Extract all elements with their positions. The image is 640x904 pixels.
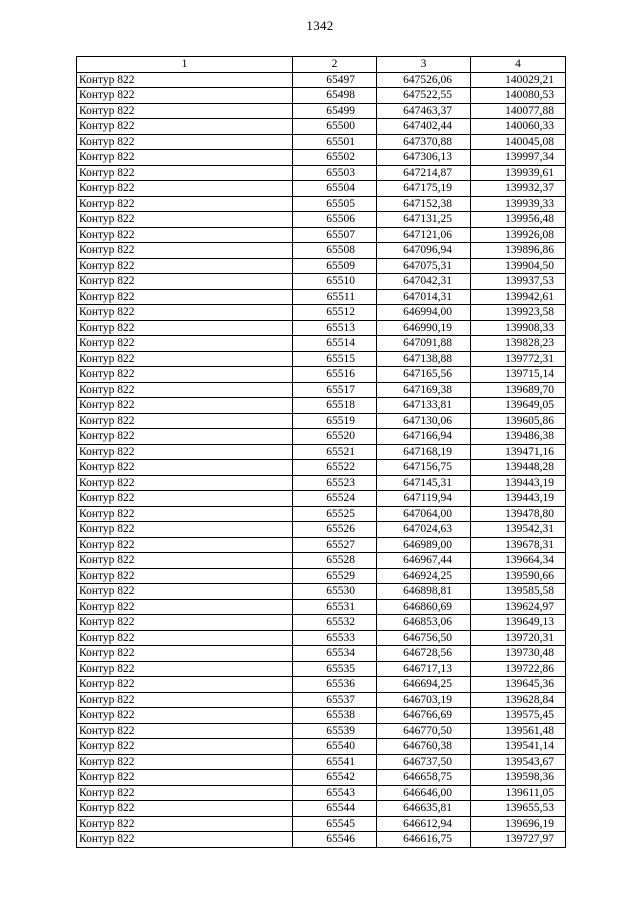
coordinate-y-cell: 139923,58	[471, 305, 566, 321]
contour-name-cell: Контур 822	[77, 832, 293, 848]
table-row	[77, 227, 566, 243]
table-row	[77, 785, 566, 801]
contour-name-cell: Контур 822	[77, 646, 293, 662]
point-number-cell: 65517	[293, 382, 377, 398]
point-number-cell: 65509	[293, 258, 377, 274]
contour-name-cell: Контур 822	[77, 165, 293, 181]
page-number: 1342	[306, 18, 334, 33]
point-number-cell: 65499	[293, 103, 377, 119]
coordinate-x-cell: 647145,31	[377, 475, 471, 491]
table-row	[77, 491, 566, 507]
coordinate-y-cell: 139727,97	[471, 832, 566, 848]
contour-name-cell: Контур 822	[77, 305, 293, 321]
table-row	[77, 289, 566, 305]
coordinate-y-cell: 139486,38	[471, 429, 566, 445]
point-number-cell: 65522	[293, 460, 377, 476]
coordinate-y-cell: 139722,86	[471, 661, 566, 677]
header-col-1: 1	[77, 57, 293, 73]
table-row	[77, 320, 566, 336]
table-row	[77, 181, 566, 197]
table-row	[77, 739, 566, 755]
point-number-cell: 65541	[293, 754, 377, 770]
point-number-cell: 65523	[293, 475, 377, 491]
coordinate-x-cell: 647075,31	[377, 258, 471, 274]
coordinate-y-cell: 139678,31	[471, 537, 566, 553]
contour-name-cell: Контур 822	[77, 661, 293, 677]
coordinate-x-cell: 647526,06	[377, 72, 471, 88]
coordinate-y-cell: 139904,50	[471, 258, 566, 274]
coordinate-x-cell: 646737,50	[377, 754, 471, 770]
coordinate-y-cell: 139932,37	[471, 181, 566, 197]
coordinate-x-cell: 647165,56	[377, 367, 471, 383]
contour-name-cell: Контур 822	[77, 677, 293, 693]
coordinate-y-cell: 139590,66	[471, 568, 566, 584]
coordinate-x-cell: 647175,19	[377, 181, 471, 197]
coordinate-x-cell: 647168,19	[377, 444, 471, 460]
table-row	[77, 336, 566, 352]
coordinate-x-cell: 646760,38	[377, 739, 471, 755]
table-row	[77, 134, 566, 150]
table-row	[77, 460, 566, 476]
header-row	[77, 57, 566, 73]
coordinate-x-cell: 646694,25	[377, 677, 471, 693]
contour-name-cell: Контур 822	[77, 460, 293, 476]
contour-name-cell: Контур 822	[77, 351, 293, 367]
point-number-cell: 65530	[293, 584, 377, 600]
coordinate-x-cell: 646646,00	[377, 785, 471, 801]
table-row	[77, 661, 566, 677]
point-number-cell: 65504	[293, 181, 377, 197]
coordinate-x-cell: 647119,94	[377, 491, 471, 507]
coordinate-x-cell: 646898,81	[377, 584, 471, 600]
coordinate-y-cell: 139561,48	[471, 723, 566, 739]
coordinate-x-cell: 647370,88	[377, 134, 471, 150]
coordinate-x-cell: 646853,06	[377, 615, 471, 631]
coordinate-x-cell: 647169,38	[377, 382, 471, 398]
coordinate-x-cell: 647064,00	[377, 506, 471, 522]
coordinate-x-cell: 647096,94	[377, 243, 471, 259]
coordinate-y-cell: 140077,88	[471, 103, 566, 119]
table-row	[77, 413, 566, 429]
point-number-cell: 65510	[293, 274, 377, 290]
coordinate-y-cell: 139443,19	[471, 491, 566, 507]
coordinate-x-cell: 647130,06	[377, 413, 471, 429]
coordinate-y-cell: 139997,34	[471, 150, 566, 166]
point-number-cell: 65507	[293, 227, 377, 243]
table-row	[77, 522, 566, 538]
point-number-cell: 65532	[293, 615, 377, 631]
coordinate-y-cell: 139585,58	[471, 584, 566, 600]
contour-name-cell: Контур 822	[77, 72, 293, 88]
coordinate-y-cell: 139605,86	[471, 413, 566, 429]
contour-name-cell: Контур 822	[77, 584, 293, 600]
coordinate-x-cell: 646728,56	[377, 646, 471, 662]
table-row	[77, 584, 566, 600]
table-row	[77, 72, 566, 88]
point-number-cell: 65515	[293, 351, 377, 367]
contour-name-cell: Контур 822	[77, 568, 293, 584]
coordinate-x-cell: 647306,13	[377, 150, 471, 166]
point-number-cell: 65528	[293, 553, 377, 569]
coordinate-x-cell: 646658,75	[377, 770, 471, 786]
table-row	[77, 506, 566, 522]
point-number-cell: 65531	[293, 599, 377, 615]
contour-name-cell: Контур 822	[77, 599, 293, 615]
table-row	[77, 367, 566, 383]
point-number-cell: 65538	[293, 708, 377, 724]
point-number-cell: 65533	[293, 630, 377, 646]
contour-name-cell: Контур 822	[77, 243, 293, 259]
coordinate-x-cell: 647402,44	[377, 119, 471, 135]
contour-name-cell: Контур 822	[77, 196, 293, 212]
point-number-cell: 65497	[293, 72, 377, 88]
coordinate-y-cell: 140045,08	[471, 134, 566, 150]
point-number-cell: 65535	[293, 661, 377, 677]
point-number-cell: 65518	[293, 398, 377, 414]
point-number-cell: 65534	[293, 646, 377, 662]
table-body	[77, 72, 566, 847]
point-number-cell: 65540	[293, 739, 377, 755]
table-row	[77, 801, 566, 817]
coordinate-x-cell: 647042,31	[377, 274, 471, 290]
coordinate-y-cell: 139478,80	[471, 506, 566, 522]
point-number-cell: 65521	[293, 444, 377, 460]
point-number-cell: 65519	[293, 413, 377, 429]
coordinate-x-cell: 646766,69	[377, 708, 471, 724]
table-row	[77, 150, 566, 166]
coordinate-x-cell: 647024,63	[377, 522, 471, 538]
contour-name-cell: Контур 822	[77, 816, 293, 832]
coordinate-y-cell: 139689,70	[471, 382, 566, 398]
table-row	[77, 274, 566, 290]
contour-name-cell: Контур 822	[77, 119, 293, 135]
point-number-cell: 65506	[293, 212, 377, 228]
table-row	[77, 630, 566, 646]
point-number-cell: 65536	[293, 677, 377, 693]
table-row	[77, 382, 566, 398]
coordinate-x-cell: 647133,81	[377, 398, 471, 414]
coordinate-x-cell: 647138,88	[377, 351, 471, 367]
header-col-4: 4	[471, 57, 566, 73]
point-number-cell: 65520	[293, 429, 377, 445]
coordinate-x-cell: 647152,38	[377, 196, 471, 212]
table-row	[77, 646, 566, 662]
table-row	[77, 165, 566, 181]
coordinate-y-cell: 139772,31	[471, 351, 566, 367]
point-number-cell: 65500	[293, 119, 377, 135]
contour-name-cell: Контур 822	[77, 801, 293, 817]
point-number-cell: 65502	[293, 150, 377, 166]
contour-name-cell: Контур 822	[77, 475, 293, 491]
coordinate-y-cell: 139939,33	[471, 196, 566, 212]
coordinate-y-cell: 139696,19	[471, 816, 566, 832]
contour-name-cell: Контур 822	[77, 150, 293, 166]
table-row	[77, 770, 566, 786]
header-col-3: 3	[377, 57, 471, 73]
table-row	[77, 553, 566, 569]
coordinate-y-cell: 139828,23	[471, 336, 566, 352]
coordinate-x-cell: 647522,55	[377, 88, 471, 104]
contour-name-cell: Контур 822	[77, 630, 293, 646]
coordinate-y-cell: 140029,21	[471, 72, 566, 88]
table-row	[77, 444, 566, 460]
contour-name-cell: Контур 822	[77, 429, 293, 445]
coordinate-x-cell: 647463,37	[377, 103, 471, 119]
coordinate-y-cell: 139598,36	[471, 770, 566, 786]
coordinate-x-cell: 647091,88	[377, 336, 471, 352]
table-row	[77, 305, 566, 321]
coordinate-y-cell: 139655,53	[471, 801, 566, 817]
contour-name-cell: Контур 822	[77, 336, 293, 352]
coordinate-x-cell: 646990,19	[377, 320, 471, 336]
contour-name-cell: Контур 822	[77, 692, 293, 708]
contour-name-cell: Контур 822	[77, 754, 293, 770]
contour-name-cell: Контур 822	[77, 413, 293, 429]
contour-name-cell: Контур 822	[77, 289, 293, 305]
coordinate-y-cell: 139896,86	[471, 243, 566, 259]
contour-name-cell: Контур 822	[77, 382, 293, 398]
point-number-cell: 65542	[293, 770, 377, 786]
coordinate-y-cell: 140080,53	[471, 88, 566, 104]
contour-name-cell: Контур 822	[77, 367, 293, 383]
point-number-cell: 65513	[293, 320, 377, 336]
table-row	[77, 398, 566, 414]
point-number-cell: 65526	[293, 522, 377, 538]
coordinate-x-cell: 646756,50	[377, 630, 471, 646]
coordinate-y-cell: 139942,61	[471, 289, 566, 305]
coordinate-y-cell: 139542,31	[471, 522, 566, 538]
coordinate-y-cell: 139908,33	[471, 320, 566, 336]
table-row	[77, 475, 566, 491]
coordinate-y-cell: 139628,84	[471, 692, 566, 708]
table-row	[77, 754, 566, 770]
point-number-cell: 65539	[293, 723, 377, 739]
table-row	[77, 615, 566, 631]
contour-name-cell: Контур 822	[77, 785, 293, 801]
coordinate-x-cell: 647131,25	[377, 212, 471, 228]
table-row	[77, 212, 566, 228]
point-number-cell: 65498	[293, 88, 377, 104]
table-row	[77, 196, 566, 212]
point-number-cell: 65508	[293, 243, 377, 259]
contour-name-cell: Контур 822	[77, 134, 293, 150]
coordinate-y-cell: 140060,33	[471, 119, 566, 135]
table-row	[77, 88, 566, 104]
contour-name-cell: Контур 822	[77, 491, 293, 507]
coordinate-y-cell: 139645,36	[471, 677, 566, 693]
coordinate-x-cell: 646989,00	[377, 537, 471, 553]
point-number-cell: 65546	[293, 832, 377, 848]
coordinate-x-cell: 646612,94	[377, 816, 471, 832]
coordinate-y-cell: 139730,48	[471, 646, 566, 662]
point-number-cell: 65543	[293, 785, 377, 801]
point-number-cell: 65512	[293, 305, 377, 321]
table-row	[77, 103, 566, 119]
coordinate-y-cell: 139939,61	[471, 165, 566, 181]
contour-name-cell: Контур 822	[77, 739, 293, 755]
coordinate-y-cell: 139664,34	[471, 553, 566, 569]
table-row	[77, 692, 566, 708]
point-number-cell: 65505	[293, 196, 377, 212]
coordinate-y-cell: 139443,19	[471, 475, 566, 491]
coordinate-y-cell: 139649,05	[471, 398, 566, 414]
contour-name-cell: Контур 822	[77, 537, 293, 553]
coordinate-x-cell: 647166,94	[377, 429, 471, 445]
contour-name-cell: Контур 822	[77, 274, 293, 290]
coordinates-table	[76, 56, 566, 848]
coordinate-x-cell: 646994,00	[377, 305, 471, 321]
table-row	[77, 832, 566, 848]
coordinate-y-cell: 139541,14	[471, 739, 566, 755]
coordinate-y-cell: 139715,14	[471, 367, 566, 383]
point-number-cell: 65514	[293, 336, 377, 352]
contour-name-cell: Контур 822	[77, 320, 293, 336]
table-row	[77, 258, 566, 274]
point-number-cell: 65537	[293, 692, 377, 708]
table-row	[77, 537, 566, 553]
table-row	[77, 723, 566, 739]
contour-name-cell: Контур 822	[77, 770, 293, 786]
coordinate-y-cell: 139937,53	[471, 274, 566, 290]
coordinate-x-cell: 646717,13	[377, 661, 471, 677]
contour-name-cell: Контур 822	[77, 227, 293, 243]
coordinate-y-cell: 139624,97	[471, 599, 566, 615]
contour-name-cell: Контур 822	[77, 723, 293, 739]
point-number-cell: 65511	[293, 289, 377, 305]
contour-name-cell: Контур 822	[77, 258, 293, 274]
point-number-cell: 65524	[293, 491, 377, 507]
table-row	[77, 816, 566, 832]
contour-name-cell: Контур 822	[77, 88, 293, 104]
coordinate-x-cell: 647214,87	[377, 165, 471, 181]
coordinate-x-cell: 646924,25	[377, 568, 471, 584]
contour-name-cell: Контур 822	[77, 506, 293, 522]
point-number-cell: 65525	[293, 506, 377, 522]
coordinate-y-cell: 139926,08	[471, 227, 566, 243]
contour-name-cell: Контур 822	[77, 615, 293, 631]
coordinate-y-cell: 139611,05	[471, 785, 566, 801]
point-number-cell: 65527	[293, 537, 377, 553]
coordinate-y-cell: 139649,13	[471, 615, 566, 631]
table-header	[77, 57, 566, 73]
contour-name-cell: Контур 822	[77, 181, 293, 197]
coordinate-y-cell: 139575,45	[471, 708, 566, 724]
contour-name-cell: Контур 822	[77, 553, 293, 569]
point-number-cell: 65529	[293, 568, 377, 584]
table-row	[77, 119, 566, 135]
contour-name-cell: Контур 822	[77, 103, 293, 119]
coordinate-x-cell: 646967,44	[377, 553, 471, 569]
coordinate-y-cell: 139543,67	[471, 754, 566, 770]
coordinate-y-cell: 139956,48	[471, 212, 566, 228]
contour-name-cell: Контур 822	[77, 212, 293, 228]
table-row	[77, 351, 566, 367]
table-row	[77, 708, 566, 724]
coordinate-x-cell: 646860,69	[377, 599, 471, 615]
table-row	[77, 677, 566, 693]
coordinate-x-cell: 647121,06	[377, 227, 471, 243]
coordinate-x-cell: 646770,50	[377, 723, 471, 739]
point-number-cell: 65501	[293, 134, 377, 150]
coordinate-x-cell: 646635,81	[377, 801, 471, 817]
point-number-cell: 65503	[293, 165, 377, 181]
coordinate-y-cell: 139720,31	[471, 630, 566, 646]
table-row	[77, 599, 566, 615]
coordinate-x-cell: 646703,19	[377, 692, 471, 708]
point-number-cell: 65516	[293, 367, 377, 383]
table-row	[77, 429, 566, 445]
coordinate-y-cell: 139448,28	[471, 460, 566, 476]
contour-name-cell: Контур 822	[77, 398, 293, 414]
coordinate-y-cell: 139471,16	[471, 444, 566, 460]
contour-name-cell: Контур 822	[77, 522, 293, 538]
coordinate-x-cell: 647156,75	[377, 460, 471, 476]
coordinate-x-cell: 647014,31	[377, 289, 471, 305]
point-number-cell: 65545	[293, 816, 377, 832]
contour-name-cell: Контур 822	[77, 444, 293, 460]
point-number-cell: 65544	[293, 801, 377, 817]
table-row	[77, 568, 566, 584]
coordinate-x-cell: 646616,75	[377, 832, 471, 848]
table-row	[77, 243, 566, 259]
header-col-2: 2	[293, 57, 377, 73]
contour-name-cell: Контур 822	[77, 708, 293, 724]
